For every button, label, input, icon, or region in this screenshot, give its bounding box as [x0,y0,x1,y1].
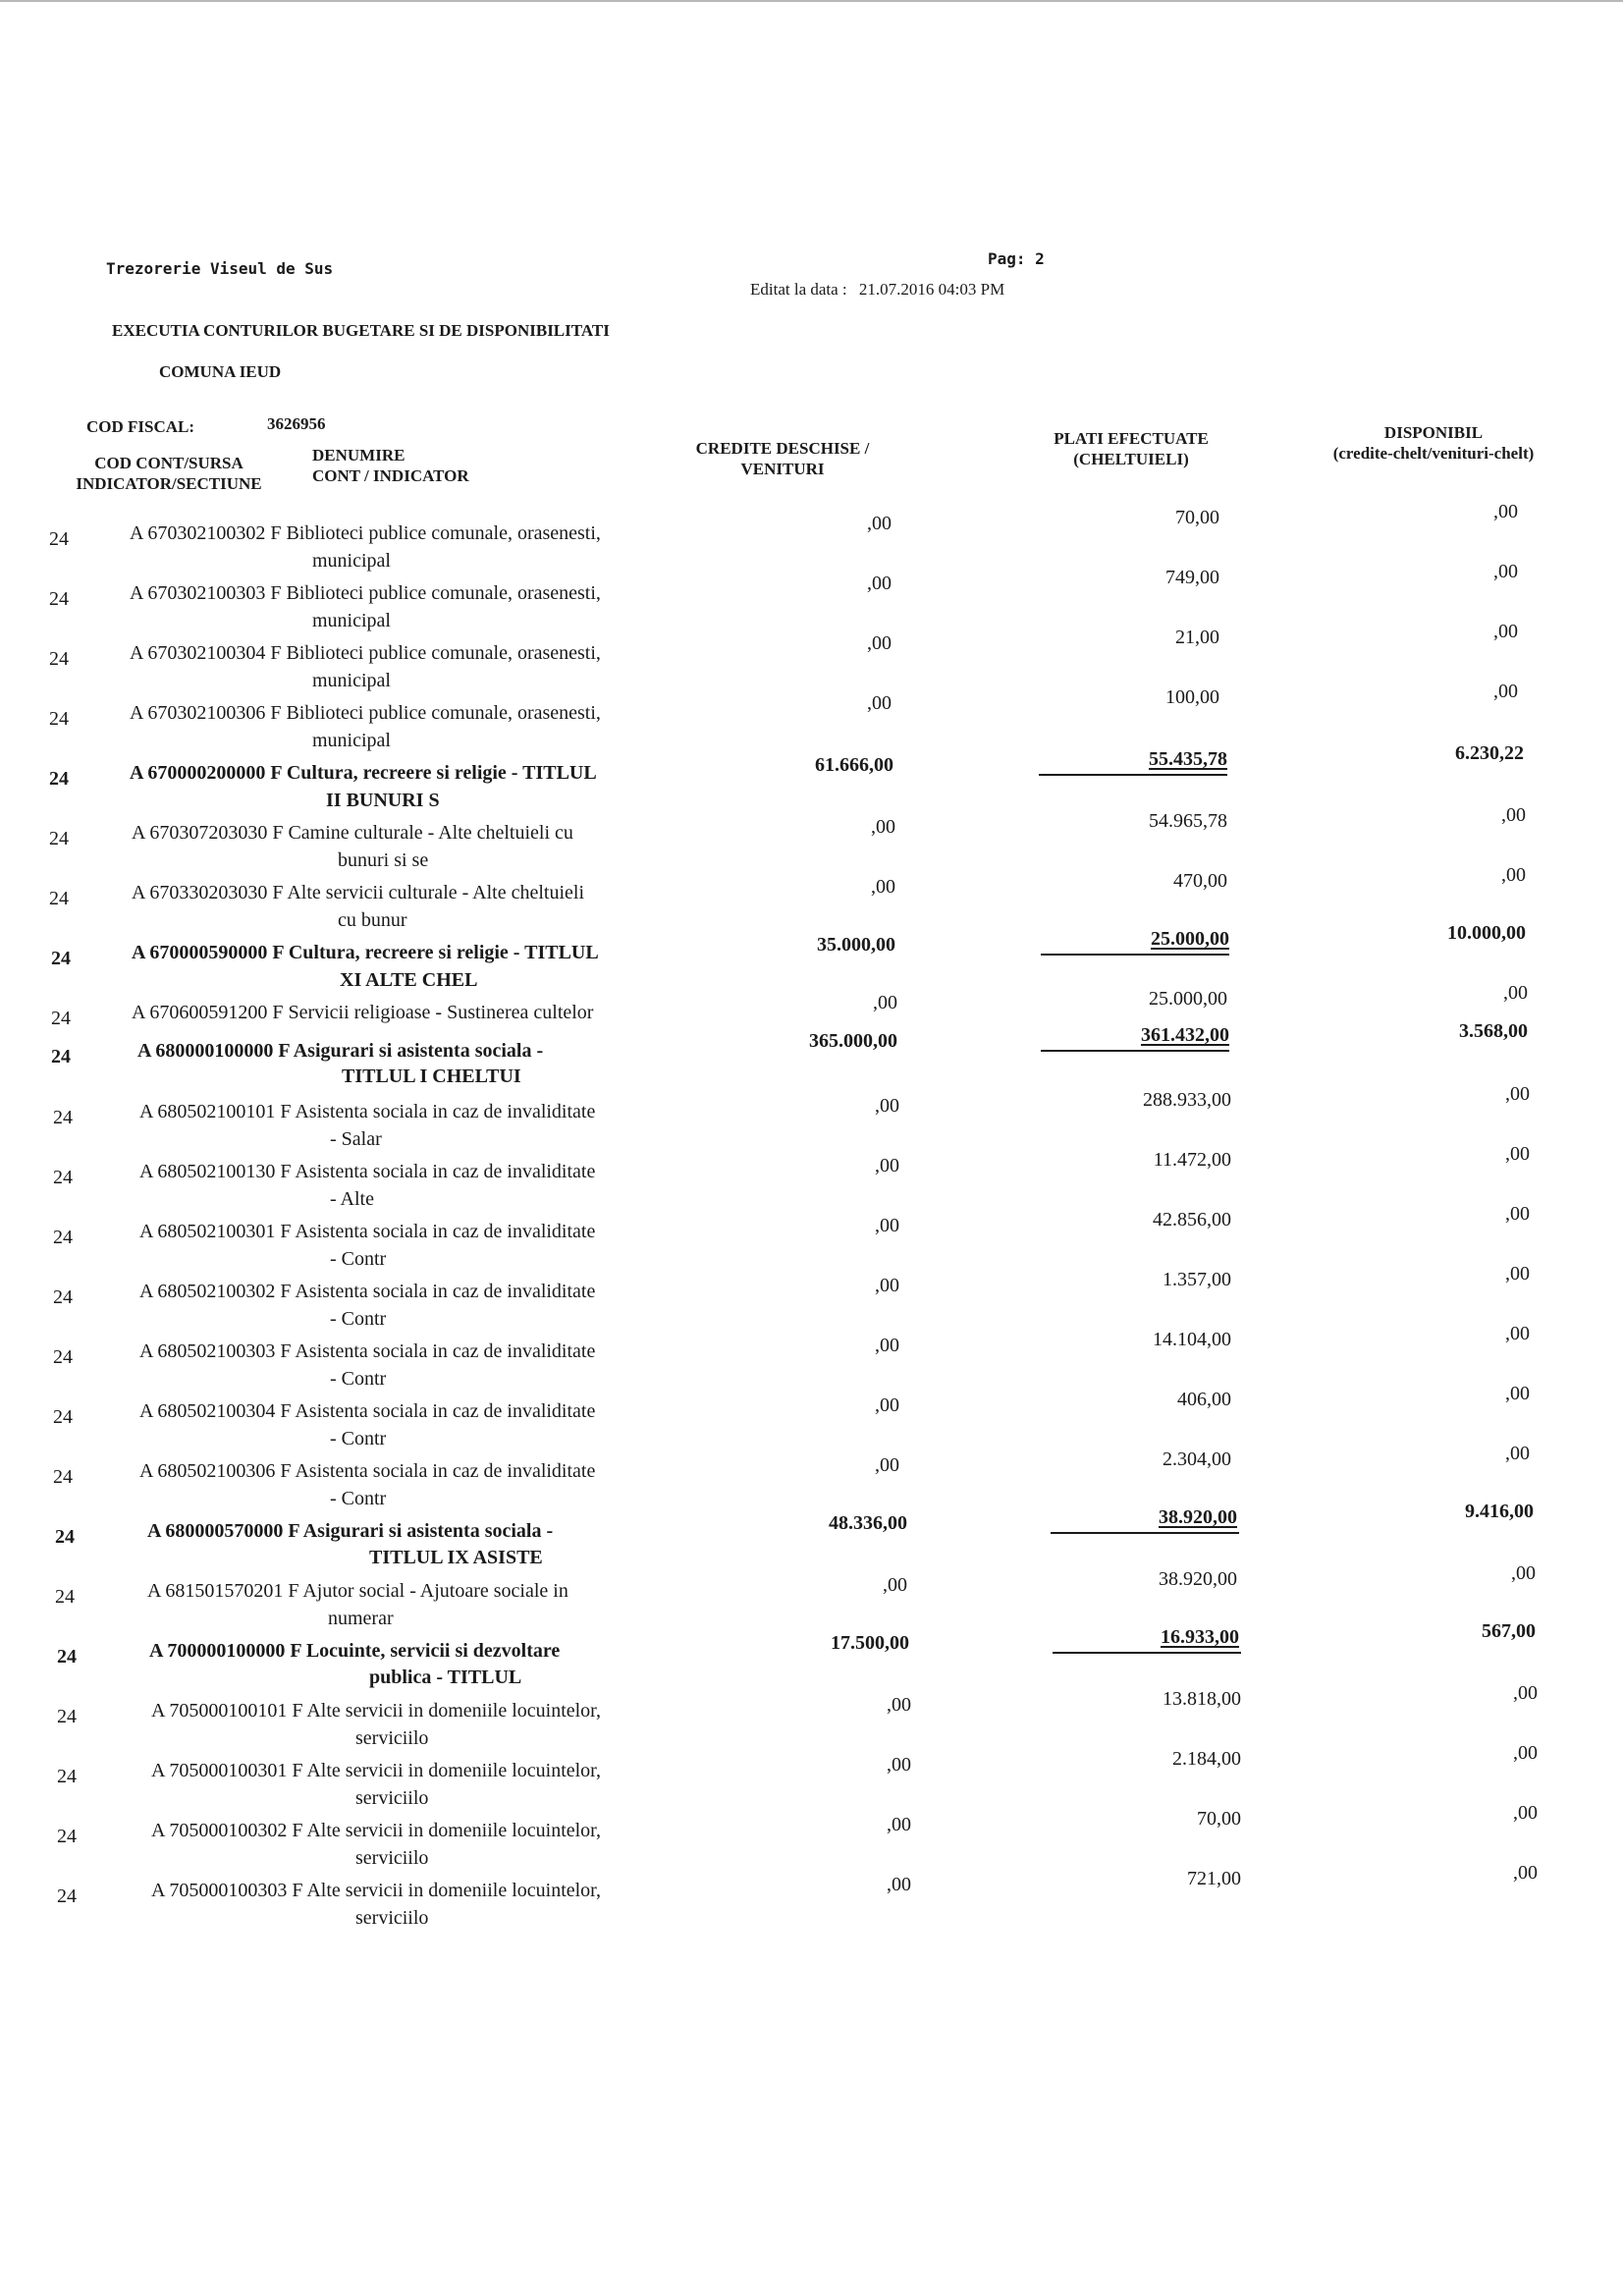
row-available: ,00 [1513,1862,1538,1884]
column-header-code-line1: COD CONT/SURSA [94,454,243,472]
row-code: A 700000100000 F Locuinte, servicii si dezvoltare [149,1640,561,1662]
row-tag: 24 [53,1227,73,1248]
row-code: A 680000570000 F Asigurari si asistenta sociala - [147,1520,554,1542]
row-desc-continuation: XI ALTE CHEL [340,969,478,991]
row-available: ,00 [1511,1562,1536,1584]
row-credits: ,00 [875,1095,899,1117]
row-credits: ,00 [887,1814,911,1835]
row-tag: 24 [57,1646,77,1667]
row-code: A 670000590000 F Cultura, recreere si religie - TITLUL [132,942,599,963]
column-header-available [1306,422,1561,464]
row-tag: 24 [49,888,69,909]
row-available: ,00 [1501,804,1526,826]
row-desc-continuation: - Salar [330,1128,382,1150]
table-row [0,1323,1623,1390]
table-row-subtotal [0,1501,1623,1569]
table-row [0,1682,1623,1749]
table-row-subtotal [0,742,1623,811]
row-available: 3.568,00 [1459,1020,1528,1042]
row-code: A 680502100101 F Asistenta sociala in caz de invaliditate [139,1101,596,1122]
row-credits: ,00 [875,1155,899,1176]
row-credits: ,00 [887,1754,911,1776]
row-tag: 24 [51,948,71,969]
row-available: ,00 [1505,1383,1530,1404]
row-credits: ,00 [875,1394,899,1416]
row-available: ,00 [1493,621,1518,642]
table-row [0,1383,1623,1449]
row-tag: 24 [49,528,69,550]
row-payments: 55.435,78 [1149,748,1227,770]
row-payments: 38.920,00 [1159,1568,1237,1590]
row-code: A 680502100306 F Asistenta sociala in caz de invaliditate [139,1460,596,1482]
subtotal-underline [1039,774,1227,776]
column-header-code [61,453,277,494]
scan-top-edge [0,0,1623,2]
row-tag: 24 [53,1107,73,1128]
subtotal-underline [1041,1050,1229,1052]
column-header-payments [1023,428,1239,469]
row-payments: 16.933,00 [1161,1626,1239,1648]
column-header-code-line2: INDICATOR/SECTIUNE [76,474,262,493]
row-payments: 2.184,00 [1172,1748,1241,1770]
row-available: ,00 [1505,1083,1530,1105]
row-credits: ,00 [873,992,897,1013]
table-row [0,804,1623,871]
row-available: ,00 [1493,561,1518,582]
row-desc-continuation: - Contr [330,1488,387,1509]
edited-value: 21.07.2016 04:03 PM [858,280,1005,299]
row-tag: 24 [51,1008,71,1029]
row-tag: 24 [55,1586,75,1608]
row-code: A 681501570201 F Ajutor social - Ajutoare sociale in [147,1580,568,1602]
edited-label: Editat la data : [750,280,847,299]
row-tag: 24 [53,1346,73,1368]
row-payments: 11.472,00 [1153,1149,1231,1171]
row-payments: 1.357,00 [1163,1269,1231,1290]
row-available: ,00 [1493,501,1518,522]
row-available: ,00 [1513,1682,1538,1704]
column-header-name-line1: DENUMIRE [312,446,406,465]
row-available: ,00 [1493,681,1518,702]
row-code: A 670302100302 F Biblioteci publice comunale, orasenesti, [130,522,601,544]
table-row [0,1562,1623,1629]
row-desc-continuation: municipal [312,670,391,691]
row-payments: 288.933,00 [1143,1089,1231,1111]
table-row [0,1742,1623,1809]
row-payments: 14.104,00 [1153,1329,1231,1350]
row-tag: 24 [49,768,69,790]
row-payments: 70,00 [1175,507,1219,528]
row-payments: 42.856,00 [1153,1209,1231,1230]
subtotal-underline [1041,954,1229,956]
row-available: 10.000,00 [1447,922,1526,944]
row-payments: 70,00 [1197,1808,1241,1830]
row-credits: ,00 [887,1874,911,1895]
table-row [0,1802,1623,1869]
row-available: ,00 [1505,1143,1530,1165]
row-desc-continuation: serviciilo [355,1907,429,1929]
row-desc-continuation: cu bunur [338,909,407,931]
table-row [0,1263,1623,1330]
row-credits: 48.336,00 [829,1512,907,1534]
row-available: ,00 [1505,1443,1530,1464]
row-payments: 100,00 [1165,686,1219,708]
row-desc-continuation: TITLUL IX ASISTE [369,1547,543,1568]
row-tag: 24 [49,708,69,730]
row-payments: 361.432,00 [1141,1024,1229,1046]
row-payments: 13.818,00 [1163,1688,1241,1710]
row-code: A 670302100304 F Biblioteci publice comunale, orasenesti, [130,642,601,664]
row-available: ,00 [1513,1802,1538,1824]
row-desc-continuation: numerar [328,1608,394,1629]
row-payments: 470,00 [1173,870,1227,892]
row-tag: 24 [53,1286,73,1308]
row-code: A 670600591200 F Servicii religioase - Sustinerea cultelor [132,1002,594,1023]
row-desc-continuation: - Contr [330,1428,387,1449]
row-payments: 25.000,00 [1151,928,1229,950]
column-header-payments-line2: (CHELTUIELI) [1073,450,1189,468]
row-available: ,00 [1513,1742,1538,1764]
table-row [0,1143,1623,1210]
report-title: EXECUTIA CONTURILOR BUGETARE SI DE DISPONIBILITATI [112,321,610,340]
row-payments: 2.304,00 [1163,1449,1231,1470]
column-header-available-line2: (credite-chelt/venituri-chelt) [1332,444,1535,463]
row-available: 6.230,22 [1455,742,1524,764]
row-credits: ,00 [875,1454,899,1476]
table-row [0,1443,1623,1509]
row-tag: 24 [51,1046,71,1067]
row-code: A 670000200000 F Cultura, recreere si religie - TITLUL [130,762,597,784]
row-code: A 680502100303 F Asistenta sociala in caz de invaliditate [139,1340,596,1362]
row-credits: ,00 [871,876,895,898]
row-code: A 680502100302 F Asistenta sociala in caz de invaliditate [139,1281,596,1302]
subtotal-underline [1051,1532,1239,1534]
row-tag: 24 [57,1706,77,1727]
row-tag: 24 [49,828,69,849]
row-tag: 24 [53,1406,73,1428]
row-tag: 24 [57,1826,77,1847]
row-credits: ,00 [871,816,895,838]
row-payments: 38.920,00 [1159,1506,1237,1528]
row-desc-continuation: - Alte [330,1188,374,1210]
row-payments: 749,00 [1165,567,1219,588]
row-credits: 61.666,00 [815,754,893,776]
row-credits: ,00 [875,1215,899,1236]
column-header-available-line1: DISPONIBIL [1383,423,1484,442]
row-payments: 406,00 [1177,1389,1231,1410]
commune-name: COMUNA IEUD [159,362,282,381]
column-header-credits-line2: VENITURI [740,460,825,478]
row-desc-continuation: - Contr [330,1308,387,1330]
row-available: 9.416,00 [1465,1501,1534,1522]
subtotal-underline [1053,1652,1241,1654]
table-row [0,1083,1623,1150]
row-code: A 680502100304 F Asistenta sociala in caz de invaliditate [139,1400,596,1422]
fiscal-code-label: COD FISCAL: [86,417,195,436]
row-tag: 24 [49,588,69,610]
row-tag: 24 [53,1167,73,1188]
row-credits: ,00 [867,692,892,714]
row-desc-continuation: municipal [312,610,391,631]
treasury-name: Trezorerie Viseul de Sus [106,259,334,278]
row-payments: 54.965,78 [1149,810,1227,832]
row-tag: 24 [49,648,69,670]
row-available: ,00 [1505,1323,1530,1344]
row-desc-continuation: serviciilo [355,1787,429,1809]
row-code: A 670302100306 F Biblioteci publice comunale, orasenesti, [130,702,601,724]
row-credits: 35.000,00 [817,934,895,956]
row-credits: 17.500,00 [831,1632,909,1654]
row-code: A 670307203030 F Camine culturale - Alte cheltuieli cu [132,822,573,844]
row-desc-continuation: municipal [312,550,391,572]
page-number: Pag: 2 [988,249,1045,268]
row-available: ,00 [1501,864,1526,886]
row-code: A 705000100302 F Alte servicii in domeniile locuintelor, [151,1820,602,1841]
row-available: ,00 [1505,1263,1530,1285]
fiscal-code-value: 3626956 [267,414,326,433]
row-code: A 680000100000 F Asigurari si asistenta sociala - [137,1040,544,1062]
column-header-name [312,445,469,486]
row-tag: 24 [53,1466,73,1488]
row-code: A 670330203030 F Alte servicii culturale - Alte cheltuieli [132,882,585,903]
table-row-subtotal [0,1020,1623,1089]
column-header-payments-line1: PLATI EFECTUATE [1054,429,1209,448]
column-header-name-line2: CONT / INDICATOR [312,466,469,485]
row-payments: 721,00 [1187,1868,1241,1889]
row-credits: ,00 [867,632,892,654]
row-available: ,00 [1505,1203,1530,1225]
row-code: A 670302100303 F Biblioteci publice comunale, orasenesti, [130,582,601,604]
row-desc-continuation: serviciilo [355,1847,429,1869]
row-credits: ,00 [883,1574,907,1596]
row-credits: ,00 [867,573,892,594]
row-tag: 24 [55,1526,75,1548]
edited-date [750,280,1004,300]
row-credits: ,00 [867,513,892,534]
row-desc-continuation: - Contr [330,1248,387,1270]
row-credits: ,00 [875,1335,899,1356]
column-header-credits-line1: CREDITE DESCHISE / [695,439,870,458]
row-payments: 21,00 [1175,627,1219,648]
row-desc-continuation: TITLUL I CHELTUI [342,1066,521,1087]
row-code: A 705000100101 F Alte servicii in domeniile locuintelor, [151,1700,602,1722]
row-desc-continuation: serviciilo [355,1727,429,1749]
row-code: A 705000100301 F Alte servicii in domeniile locuintelor, [151,1760,602,1781]
row-code: A 680502100130 F Asistenta sociala in caz de invaliditate [139,1161,596,1182]
table-row [0,1862,1623,1929]
row-desc-continuation: publica - TITLUL [369,1667,522,1688]
row-desc-continuation: municipal [312,730,391,751]
row-code: A 680502100301 F Asistenta sociala in caz de invaliditate [139,1221,596,1242]
table-row-subtotal [0,1620,1623,1689]
row-tag: 24 [57,1886,77,1907]
row-available: ,00 [1503,982,1528,1004]
row-desc-continuation: - Contr [330,1368,387,1390]
column-header-credits [679,438,886,479]
row-desc-continuation: bunuri si se [338,849,429,871]
row-credits: ,00 [875,1275,899,1296]
row-credits: ,00 [887,1694,911,1716]
row-desc-continuation: II BUNURI S [326,790,440,811]
row-credits: 365.000,00 [809,1030,897,1052]
row-tag: 24 [57,1766,77,1787]
row-code: A 705000100303 F Alte servicii in domeniile locuintelor, [151,1880,602,1901]
table-row [0,1203,1623,1270]
row-payments: 25.000,00 [1149,988,1227,1010]
row-available: 567,00 [1482,1620,1536,1642]
